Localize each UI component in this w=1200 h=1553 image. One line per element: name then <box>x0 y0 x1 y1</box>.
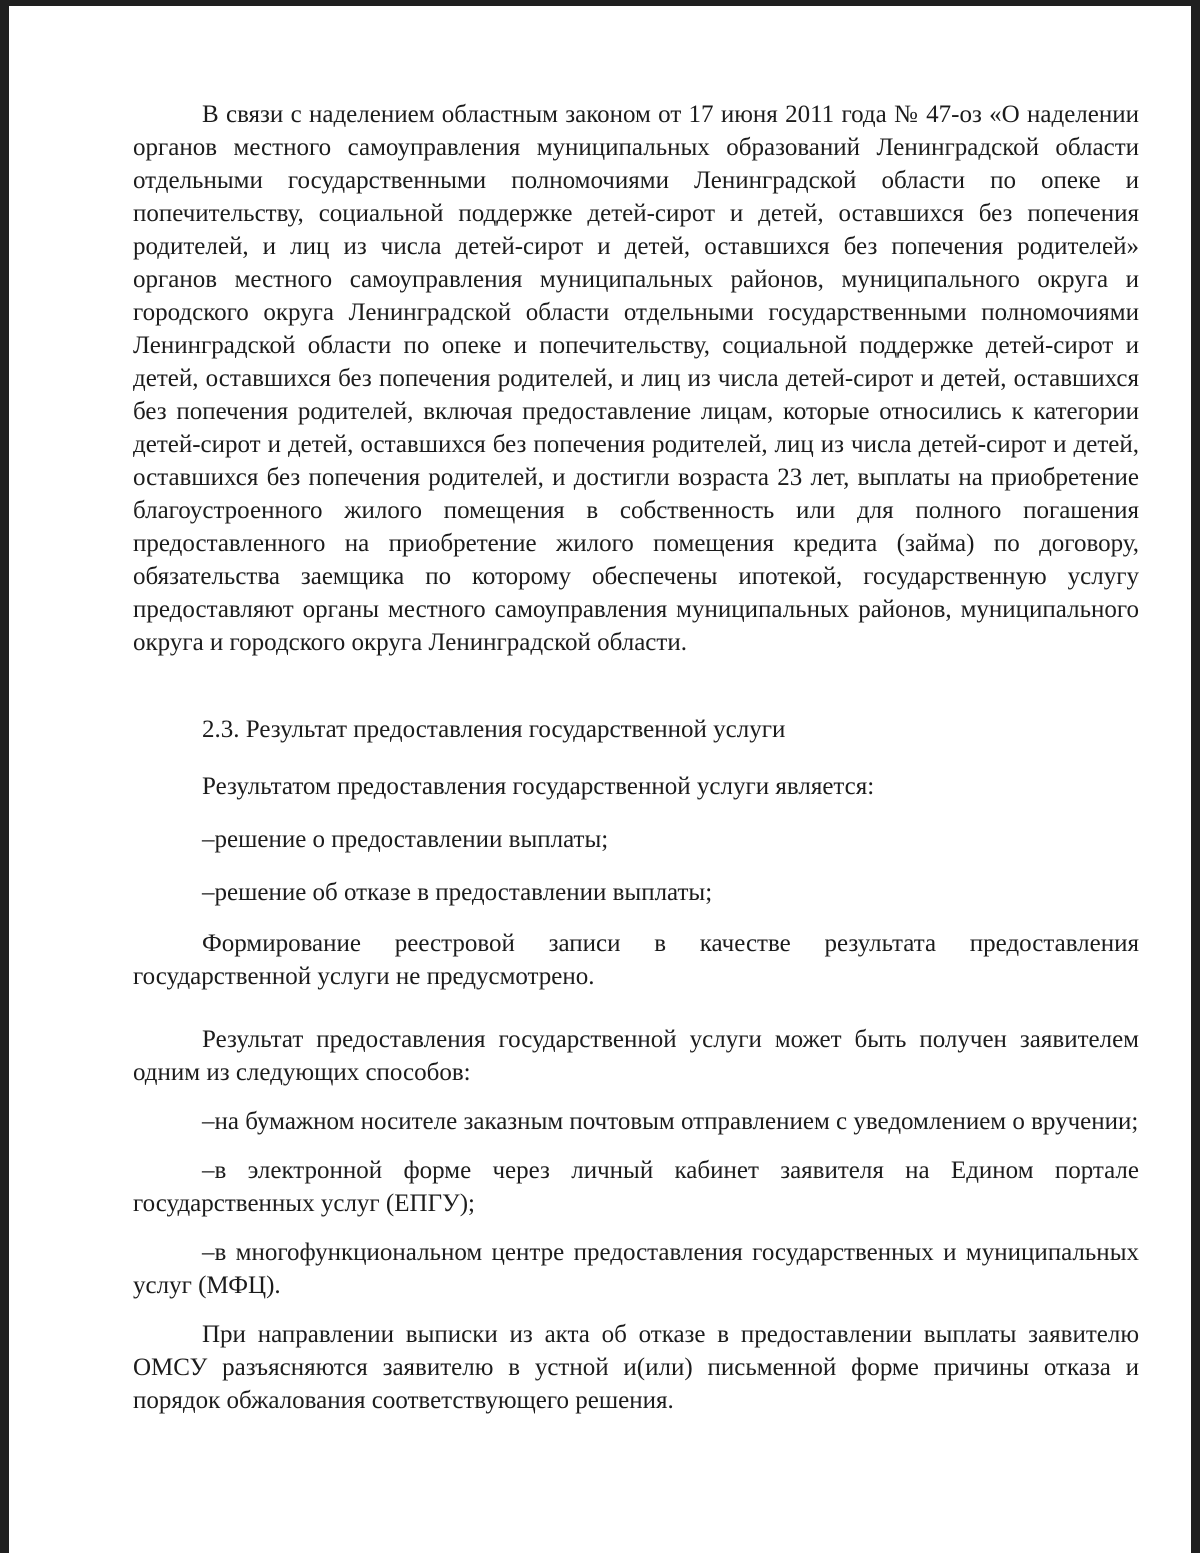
scan-edge-right <box>1191 0 1200 1553</box>
refusal-note: При направлении выписки из акта об отказе в предоставлении выплаты заявителю ОМСУ разъясняются заявителю в устной и(или) письменной форме причины отказа и порядок обжалования соответствующего решения. <box>133 1321 1139 1414</box>
result-item-grant: –решение о предоставлении выплаты; <box>202 826 609 853</box>
scan-edge-left <box>0 0 9 1553</box>
document-body <box>133 98 1139 1417</box>
method-mfc: –в многофункциональном центре предоставления государственных и муниципальных услуг (МФЦ). <box>133 1239 1139 1299</box>
paragraph-authority: В связи с наделением областным законом от 17 июня 2011 года № 47-оз «О наделении органов местного самоуправления муниципальных образований Ленинградской области отдельными государственными полномочиями Ленинградской области по опеке и попечительству, социальной поддержке детей-сирот и детей, оставшихся без попечения родителей, и лиц из числа детей-сирот и детей, оставшихся без попечения родителей» органов местного самоуправления муниципальных районов, муниципального округа и городского округа Ленинградской области отдельными государственными полномочиями Ленинградской области по опеке и попечительству, социальной поддержке детей-сирот и детей, оставшихся без попечения родителей, и лиц из числа детей-сирот и детей, оставшихся без попечения родителей, включая предоставление лицам, которые относились к категории детей-сирот и детей, оставшихся без попечения родителей, лиц из числа детей-сирот и детей, оставшихся без попечения родителей, и достигли возраста 23 лет, выплаты на приобретение благоустроенного жилого помещения в собственность или для полного погашения предоставленного на приобретение жилого помещения кредита (займа) по договору, обязательства заемщика по которому обеспечены ипотекой, государственную услугу предоставляют органы местного самоуправления муниципальных районов, муниципального округа и городского округа Ленинградской области. <box>133 101 1139 656</box>
section-heading: 2.3. Результат предоставления государственной услуги <box>202 716 786 743</box>
method-electronic: –в электронной форме через личный кабинет заявителя на Едином портале государственных услуг (ЕПГУ); <box>133 1157 1139 1217</box>
scan-edge-top <box>0 0 1200 6</box>
methods-intro: Результат предоставления государственной услуги может быть получен заявителем одним из следующих способов: <box>133 1026 1139 1086</box>
result-intro: Результатом предоставления государственной услуги является: <box>202 773 875 800</box>
registry-note: Формирование реестровой записи в качестве результата предоставления государственной услуги не предусмотрено. <box>133 930 1139 990</box>
method-paper: –на бумажном носителе заказным почтовым отправлением с уведомлением о вручении; <box>202 1108 1139 1135</box>
result-item-refusal: –решение об отказе в предоставлении выплаты; <box>202 879 713 906</box>
